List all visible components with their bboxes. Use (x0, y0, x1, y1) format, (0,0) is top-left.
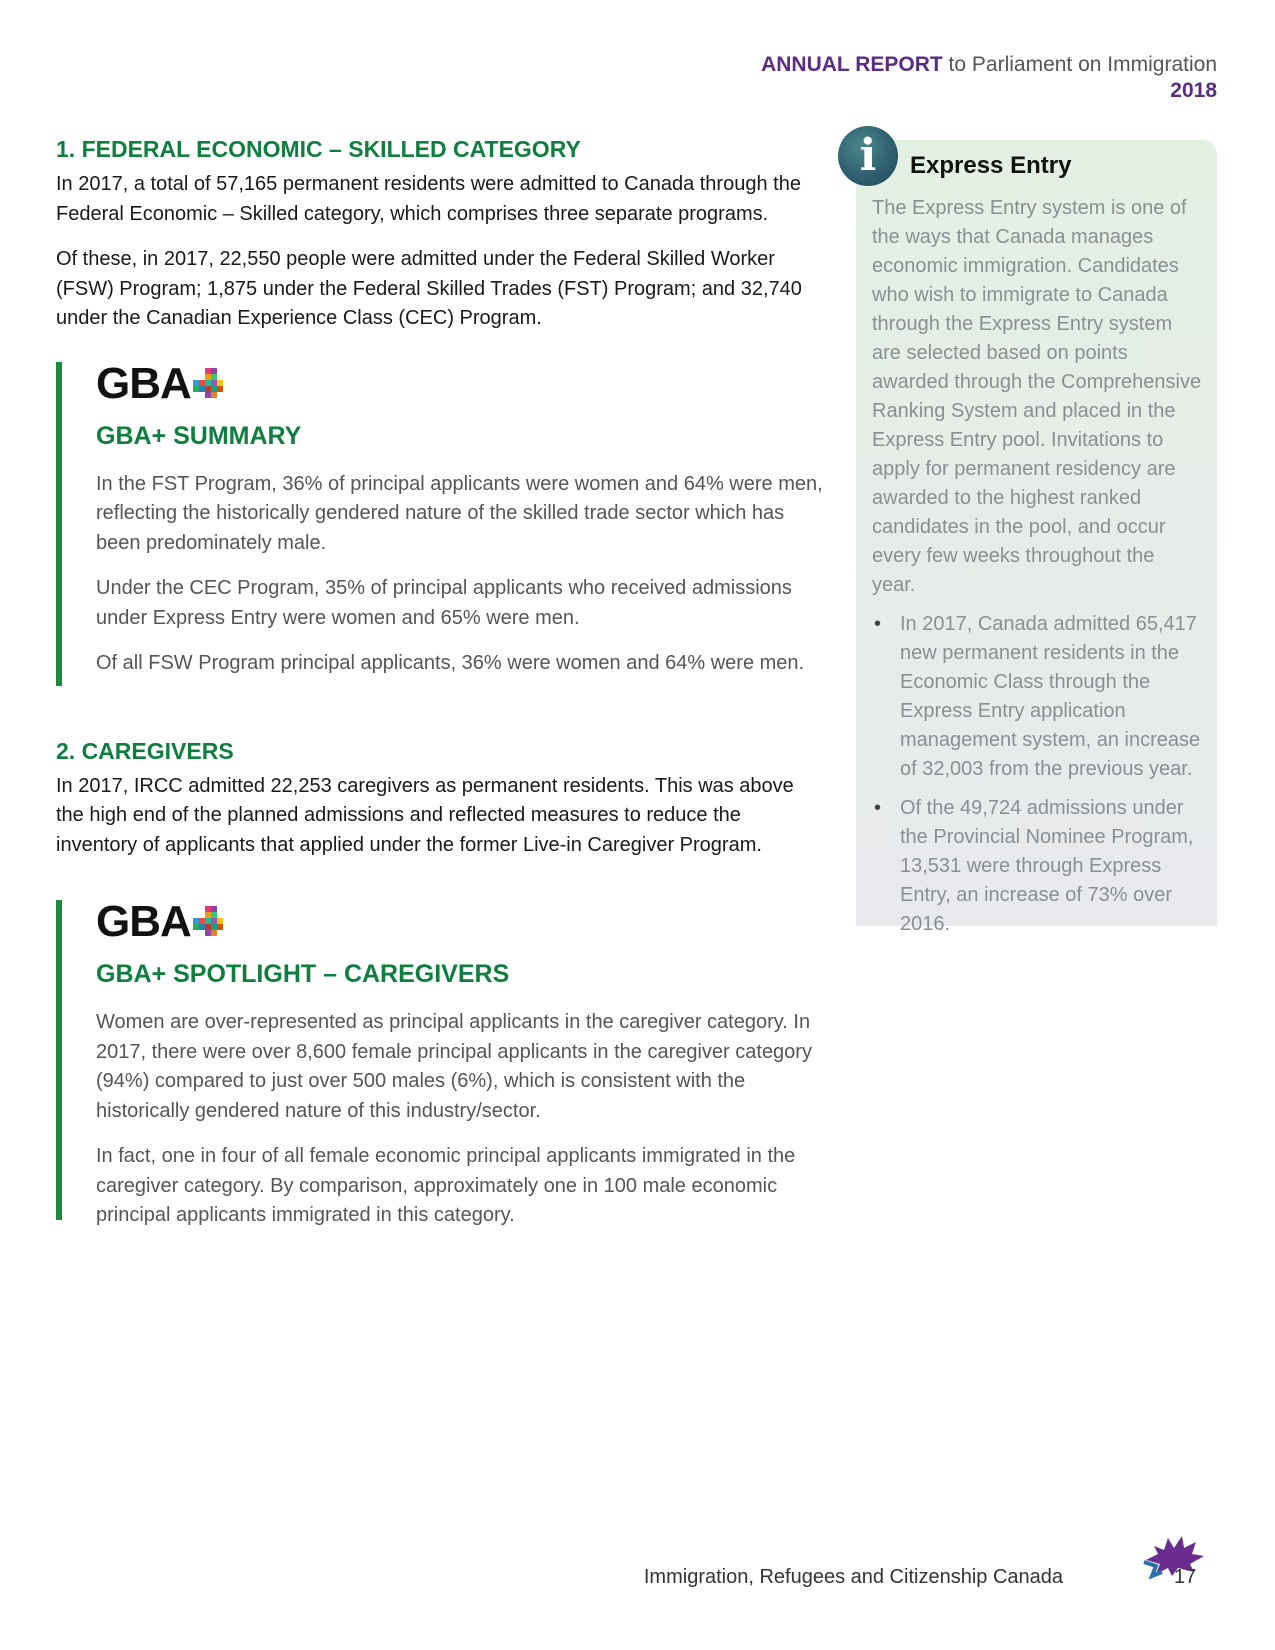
section2-heading: 2. CAREGIVERS (56, 737, 234, 764)
sidebar-bullet: • Of the 49,724 admissions under the Provincial Nominee Program, 13,531 were through Express Entry, an increase of 73% over 2016. (872, 794, 1202, 939)
gba-spotlight-box (56, 897, 826, 1226)
header-report-subtitle: to Parliament on Immigration (948, 53, 1217, 76)
section2-paragraph: In 2017, IRCC admitted 22,253 caregivers as permanent residents. This was above the high end of the planned admissions and reflected measures to reduce the inventory of applicants that applied under the former Live-in Caregiver Program. (56, 774, 794, 856)
maple-leaf-icon (1138, 1532, 1208, 1588)
gba-summary-box (56, 358, 826, 686)
report-header (761, 52, 1217, 104)
section1-heading: 1. FEDERAL ECONOMIC – SKILLED CATEGORY (56, 136, 581, 162)
sidebar-title: Express Entry (910, 152, 1072, 179)
gba-plus-logo: GBA (96, 362, 826, 406)
section1-paragraph: Of these, in 2017, 22,550 people were admitted under the Federal Skilled Worker (FSW) Program; 1,875 under the Federal Skilled Trades (FST) Program; and 32,740 under the Canadian Experience Class (CEC) Program. (56, 248, 802, 329)
gba-summary-paragraph: Under the CEC Program, 35% of principal applicants who received admissions under Express Entry were women and 65% were men. (96, 577, 792, 629)
gba-spotlight-paragraph: In fact, one in four of all female economic principal applicants immigrated in the caregiver category. By comparison, approximately one in 100 male economic principal applicants immigrated in this category. (96, 1145, 796, 1226)
header-year: 2018 (1170, 79, 1217, 102)
gba-spotlight-title: GBA+ SPOTLIGHT – CAREGIVERS (96, 960, 510, 988)
gba-plus-logo: GBA (96, 900, 826, 944)
gba-plus-icon (193, 368, 227, 402)
header-report-label: ANNUAL REPORT (761, 53, 943, 76)
gba-summary-paragraph: Of all FSW Program principal applicants, 36% were women and 64% were men. (96, 652, 805, 674)
info-icon: i (838, 126, 898, 186)
sidebar-intro: The Express Entry system is one of the ways that Canada manages economic immigration. Candidates who wish to immigrate to Canada through the Express Entry system are selected based on points awarded through the Comprehensive Ranking System and placed in the Express Entry pool. Invitations to apply for permanent residency are awarded to the highest ranked candidates in the pool, and occur every few weeks throughout the year. (872, 197, 1202, 596)
page-number: 17 (1174, 1566, 1197, 1588)
footer-organization: Immigration, Refugees and Citizenship Canada (643, 1566, 1063, 1588)
gba-summary-paragraph: In the FST Program, 36% of principal applicants were women and 64% were men, reflecting the historically gendered nature of the skilled trade sector which has been predominately male. (96, 472, 823, 554)
gba-plus-icon (193, 906, 227, 940)
main-column (56, 134, 826, 1226)
sidebar-bullet: • In 2017, Canada admitted 65,417 new permanent residents in the Economic Class through the Express Entry application management system, an increase of 32,003 from the previous year. (872, 610, 1202, 784)
gba-spotlight-paragraph: Women are over-represented as principal applicants in the caregiver category. In 2017, there were over 8,600 female principal applicants in the caregiver category (94%) compared to just over 500 males (6%), which is consistent with the historically gendered nature of this industry/sector. (96, 1011, 812, 1122)
section1-paragraph: In 2017, a total of 57,165 permanent residents were admitted to Canada through the Federal Economic – Skilled category, which comprises three separate programs. (56, 173, 801, 225)
gba-summary-title: GBA+ SUMMARY (96, 421, 302, 450)
sidebar-body (872, 194, 1202, 949)
sidebar-bullet-list (872, 610, 1202, 939)
